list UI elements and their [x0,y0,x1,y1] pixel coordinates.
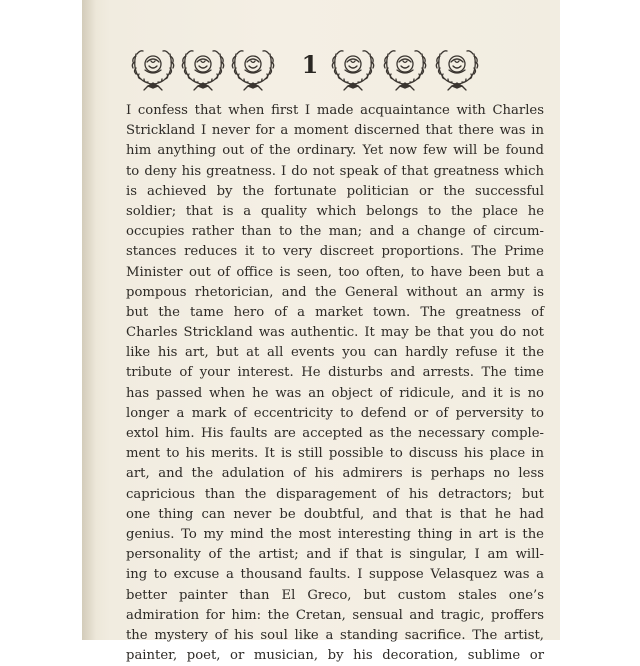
text-line: is achieved by the fortunate politician or the successful [126,183,544,199]
page-gutter-shadow [82,0,96,640]
floral-wreath-ornament-icon [380,40,430,92]
text-line: but the tame hero of a market town. The greatness of [126,304,544,320]
text-line: admiration for him: the Cretan, sensual and tragic, proffers [126,607,544,623]
text-line: ing to excuse a thousand faults. I suppose Velasquez was a [126,567,544,583]
text-line: I confess that when first I made acquaintance with Charles [126,103,544,118]
text-line: capricious than the disparagement of his detractors; but [126,486,544,502]
text-line: occupies rather than to the man; and a change of circum- [126,224,544,240]
floral-wreath-ornament-icon [228,40,278,92]
text-line: longer a mark of eccentricity to defend or of perversity to [126,405,544,421]
text-line: Strickland I never for a moment discerned that there was in [126,123,544,139]
text-line: the mystery of his soul like a standing sacrifice. The artist, [126,627,544,643]
floral-wreath-ornament-icon [432,40,482,92]
floral-wreath-ornament-icon [128,40,178,92]
text-line: him anything out of the ordinary. Yet now few will be found [126,143,544,159]
text-line: to deny his greatness. I do not speak of that greatness which [126,163,544,179]
text-line: soldier; that is a quality which belongs to the place he [126,203,544,219]
text-line: pompous rhetorician, and the General without an army is [126,284,544,300]
text-line: has passed when he was an object of ridicule, and it is no [126,385,544,401]
text-line: genius. To my mind the most interesting thing in art is the [126,526,544,542]
text-line: art, and the adulation of his admirers is perhaps no less [126,466,544,482]
text-line: painter, poet, or musician, by his decoration, sublime or [126,648,544,664]
text-line: extol him. His faults are accepted as the necessary comple- [126,426,544,441]
text-line: tribute of your interest. He disturbs and arrests. The time [126,365,544,381]
chapter-number: 1 [301,50,319,79]
chapter-body-text [126,101,544,666]
book-page [82,0,560,664]
text-line: personality of the artist; and if that is singular, I am will- [126,547,544,563]
chapter-ornament-row [128,40,524,96]
floral-wreath-ornament-icon [178,40,228,92]
text-line: stances reduces it to very discreet proportions. The Prime [126,244,544,260]
text-line: ment to his merits. It is still possible to discuss his place in [126,446,544,462]
text-line: better painter than El Greco, but custom stales one’s [126,587,544,603]
text-line: Charles Strickland was authentic. It may be that you do not [126,325,544,341]
floral-wreath-ornament-icon [328,40,378,92]
text-line: Minister out of office is seen, too often, to have been but a [126,264,544,280]
text-line: like his art, but at all events you can hardly refuse it the [126,345,544,361]
text-line: one thing can never be doubtful, and that is that he had [126,506,544,522]
